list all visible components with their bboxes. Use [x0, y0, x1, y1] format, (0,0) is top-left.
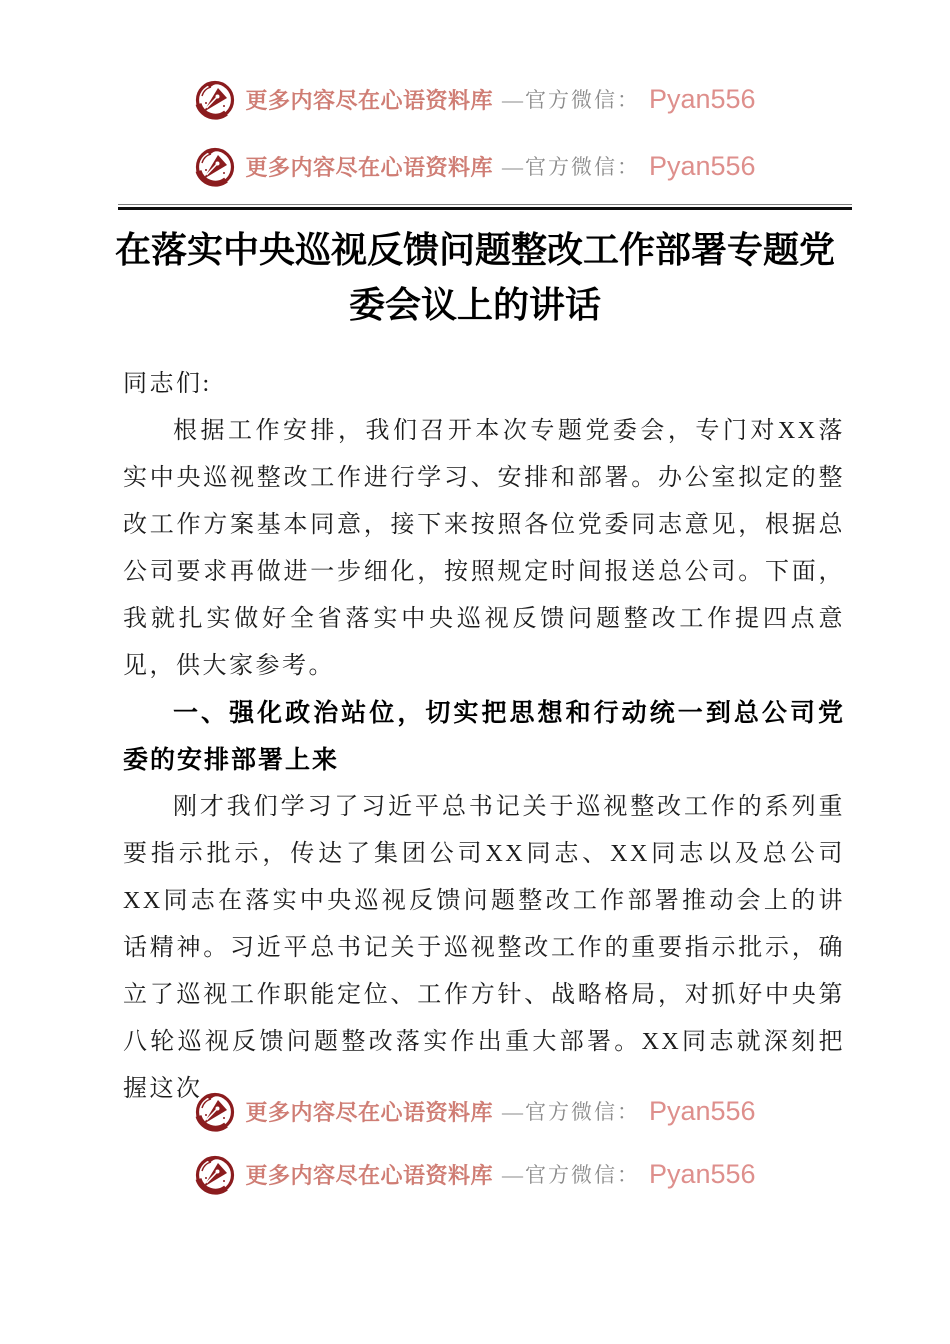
watermark-row-bottom-1 — [0, 1088, 950, 1134]
document-body — [123, 361, 845, 1113]
watermark-row-top-1 — [0, 76, 950, 122]
document-title — [114, 223, 836, 333]
watermark-wechat-id: Pyan556 — [648, 1095, 756, 1126]
watermark-wechat-label: —官方微信： — [501, 88, 640, 112]
title-divider — [118, 204, 852, 210]
document-title-line1: 在落实中央巡视反馈问题整改工作部署专题党 — [114, 230, 835, 270]
watermark-wechat-label: —官方微信： — [501, 155, 640, 179]
watermark-wechat-label: —官方微信： — [501, 1100, 640, 1124]
paragraph: 根据工作安排，我们召开本次专题党委会，专门对XX落实中央巡视整改工作进行学习、安排和部署。办公室拟定的整改工作方案基本同意，接下来按照各位党委同志意见，根据总公司要求再做进一步细化，按照规定时间报送总公司。下面，我就扎实做好全省落实中央巡视反馈问题整改工作提四点意见，供大家参考。 — [123, 418, 845, 679]
watermark-row-top-2 — [0, 143, 950, 189]
watermark-wechat-id: Pyan556 — [648, 83, 756, 114]
watermark-brand-text: 更多内容尽在心语资料库 — [245, 154, 493, 180]
paragraph: 刚才我们学习了习近平总书记关于巡视整改工作的系列重要指示批示，传达了集团公司XX同志、XX同志以及总公司XX同志在落实中央巡视反馈问题整改工作部署推动会上的讲话精神。习近平总书记关于巡视整改工作的重要指示批示，确立了巡视工作职能定位、工作方针、战略格局，对抓好中央第八轮巡视反馈问题整改落实作出重大部署。XX同志就深刻把握这次 — [123, 794, 845, 1102]
paragraph: 同志们: — [123, 371, 212, 397]
document-title-line2: 委会议上的讲话 — [348, 285, 601, 325]
xinyu-pen-logo-icon — [194, 143, 236, 189]
watermark-wechat-id: Pyan556 — [648, 150, 756, 181]
watermark-wechat-label: —官方微信： — [501, 1163, 640, 1187]
section-heading: 一、强化政治站位，切实把思想和行动统一到总公司党委的安排部署上来 — [123, 699, 845, 774]
xinyu-pen-logo-icon — [194, 1151, 236, 1197]
watermark-row-bottom-2 — [0, 1151, 950, 1197]
xinyu-pen-logo-icon — [194, 76, 236, 122]
xinyu-pen-logo-icon — [194, 1088, 236, 1134]
watermark-brand-text: 更多内容尽在心语资料库 — [245, 1162, 493, 1188]
watermark-brand-text: 更多内容尽在心语资料库 — [245, 87, 493, 113]
watermark-brand-text: 更多内容尽在心语资料库 — [245, 1099, 493, 1125]
watermark-wechat-id: Pyan556 — [648, 1158, 756, 1189]
